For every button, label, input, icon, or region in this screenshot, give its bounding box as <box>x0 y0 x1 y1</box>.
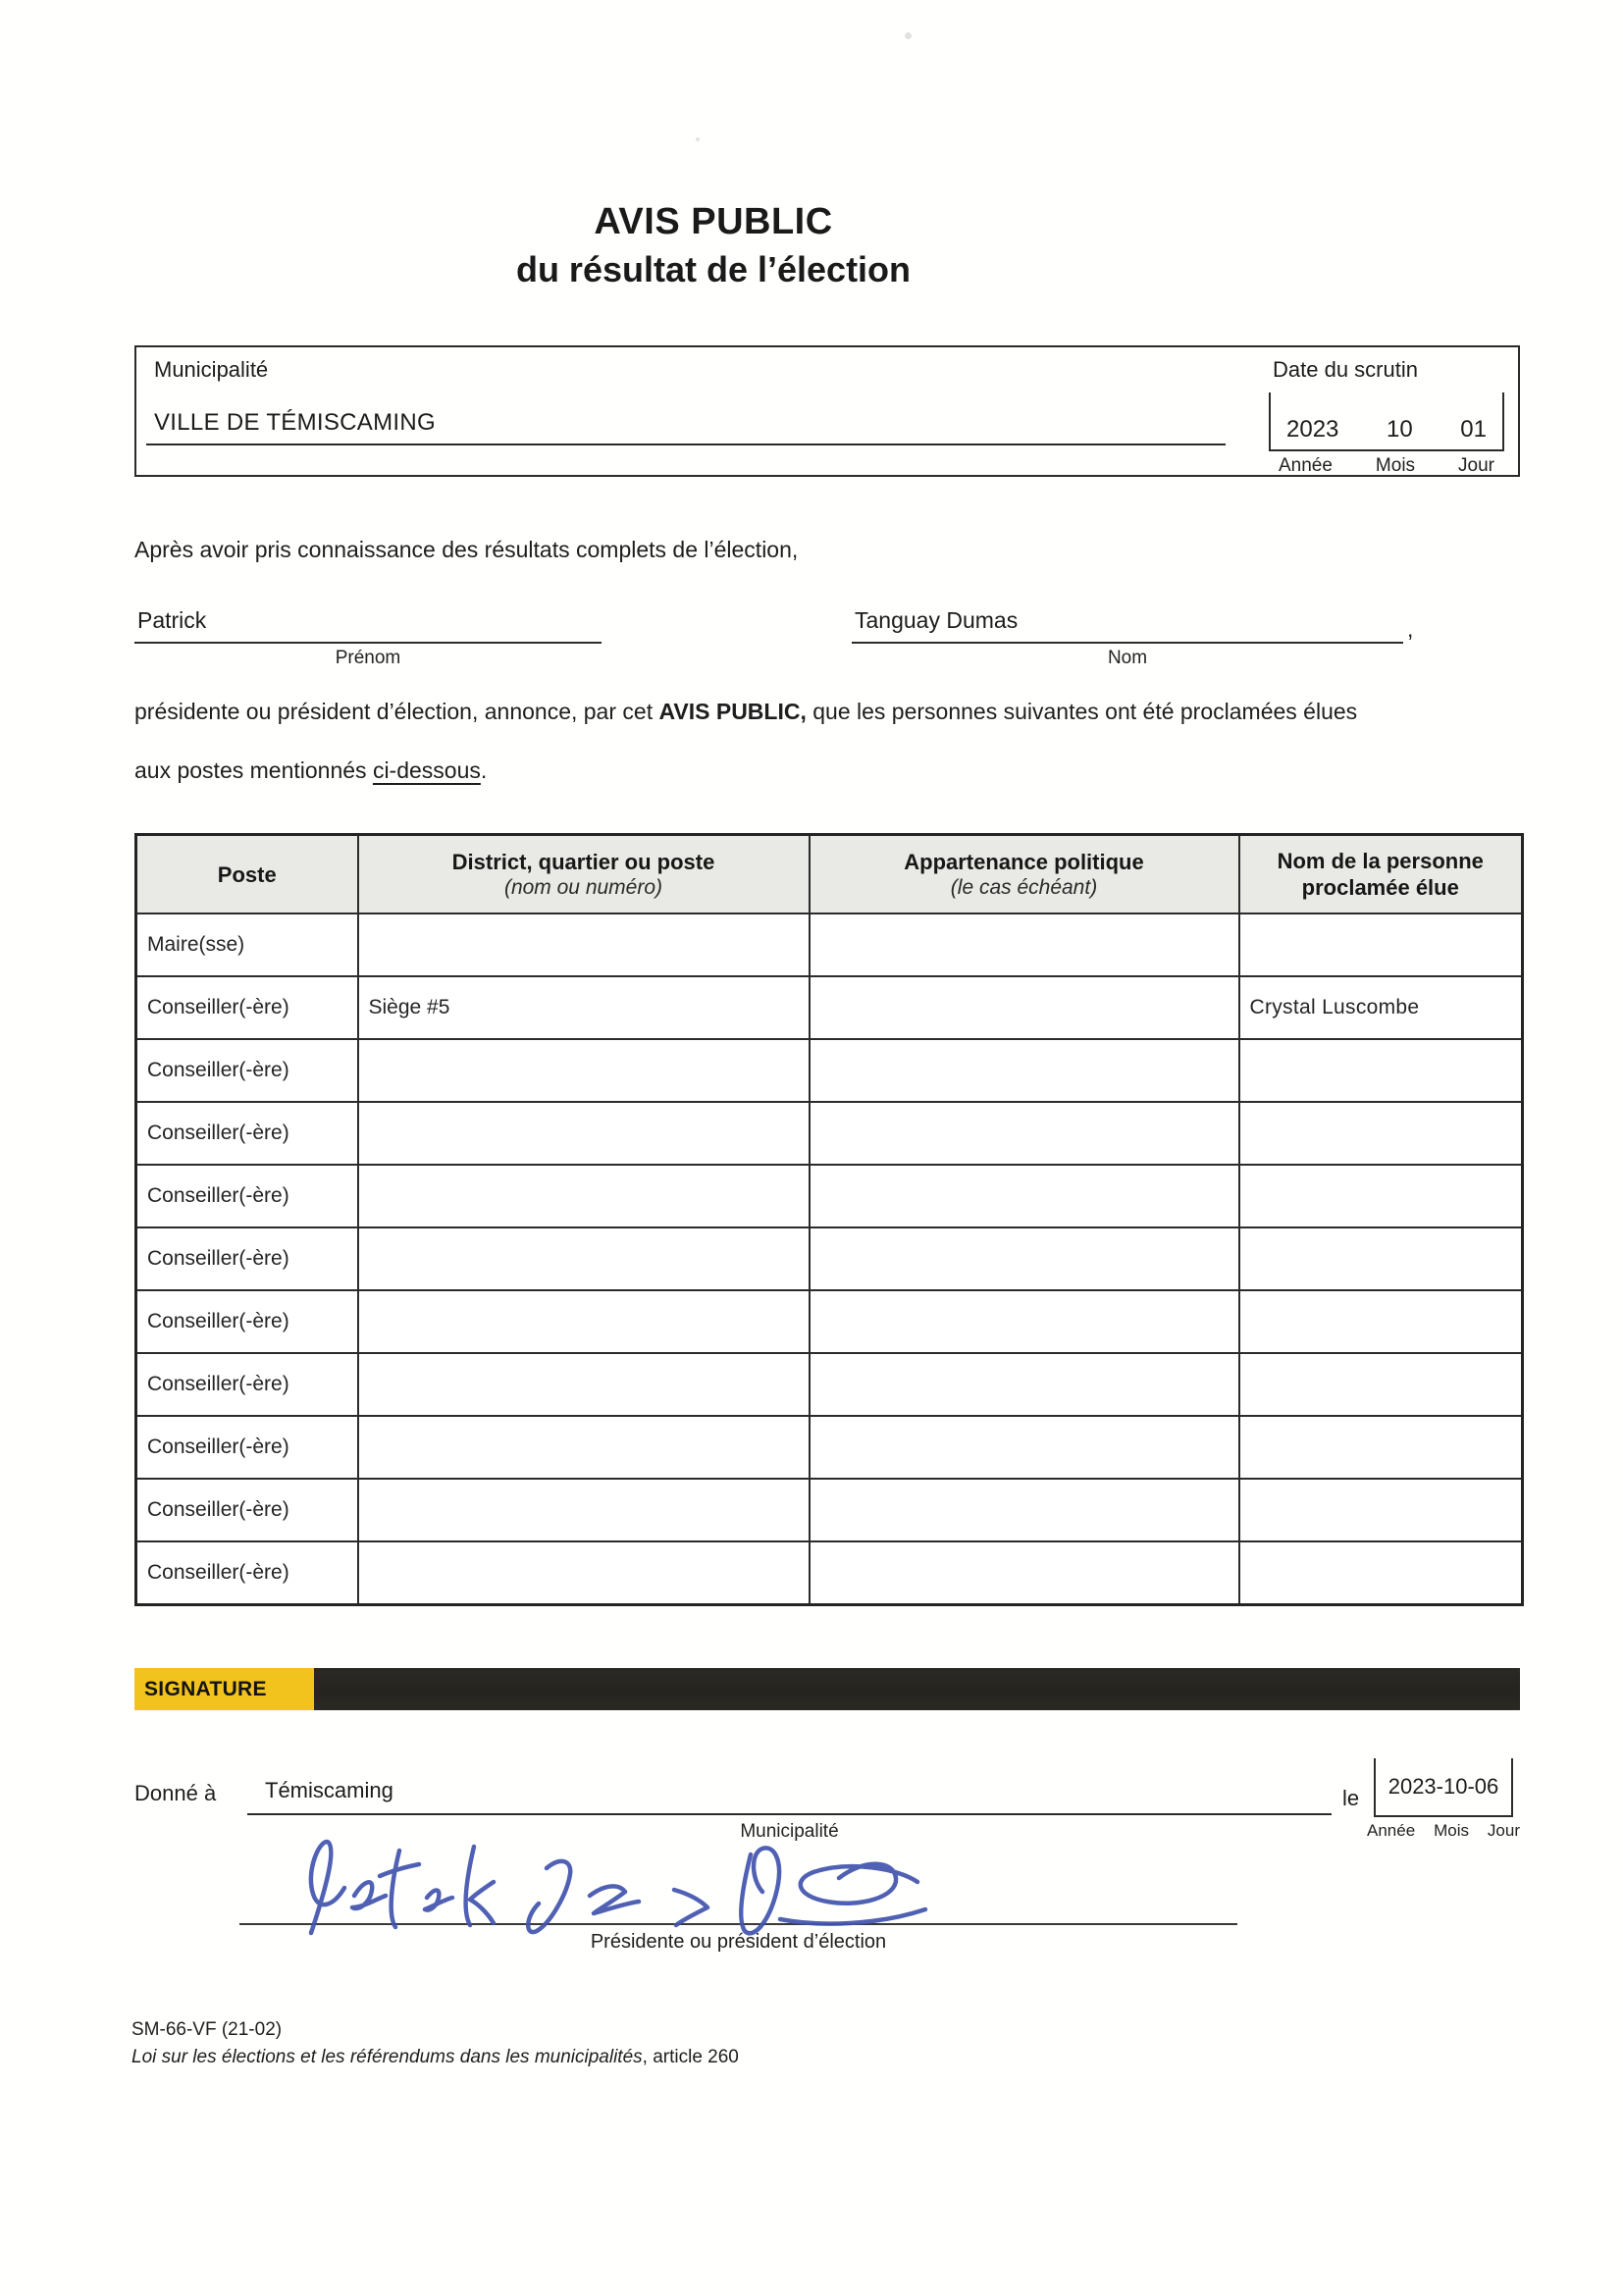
table-row-maire <box>136 913 1523 976</box>
header-affiliation-title: Appartenance politique <box>904 849 1144 874</box>
name-cell <box>1239 913 1523 976</box>
proclamation-part-2: que les personnes suivantes ont été proclamées élues <box>806 699 1358 724</box>
month-unit-label: Mois <box>1434 1821 1469 1840</box>
month-unit-label: Mois <box>1375 455 1416 476</box>
poll-date-label: Date du scrutin <box>1273 357 1418 382</box>
day-unit-label: Jour <box>1487 1821 1520 1840</box>
last-name-caption: Nom <box>1107 648 1148 668</box>
name-cell <box>1239 1227 1523 1290</box>
given-date-field <box>1374 1758 1513 1817</box>
ci-dessous-underlined: ci-dessous <box>372 757 481 783</box>
district-cell <box>358 1479 810 1541</box>
given-date-units <box>1367 1821 1520 1841</box>
affiliation-cell <box>810 1165 1239 1227</box>
law-reference <box>131 2047 739 2068</box>
affiliation-cell <box>810 1353 1239 1416</box>
given-date-value: 2023-10-06 <box>1387 1774 1499 1799</box>
affiliation-cell <box>810 1227 1239 1290</box>
affiliation-cell <box>810 1039 1239 1102</box>
signature-banner-label: SIGNATURE <box>134 1668 314 1710</box>
given-at-municipality-value: Témiscaming <box>265 1778 393 1802</box>
name-cell <box>1239 1290 1523 1353</box>
poste-cell: Conseiller(-ère) <box>136 1102 358 1165</box>
affiliation-cell <box>810 1102 1239 1165</box>
first-name-field <box>134 600 602 644</box>
poste-cell: Conseiller(-ère) <box>136 1290 358 1353</box>
scan-artifact-dot <box>696 137 700 141</box>
poste-cell: Maire(sse) <box>136 913 358 976</box>
district-cell-shaded <box>358 913 810 976</box>
name-cell <box>1239 1416 1523 1479</box>
affiliation-cell <box>810 1416 1239 1479</box>
year-unit-label: Année <box>1279 455 1333 476</box>
table-row-conseiller-elected <box>136 976 1523 1039</box>
name-cell: Crystal Luscombe <box>1239 976 1523 1039</box>
poste-cell: Conseiller(-ère) <box>136 1479 358 1541</box>
table-row <box>136 1541 1523 1605</box>
form-number: SM-66-VF (21-02) <box>131 2019 283 2040</box>
name-cell <box>1239 1102 1523 1165</box>
table-row <box>136 1290 1523 1353</box>
handwritten-signature <box>289 1835 937 1945</box>
municipality-value: VILLE DE TÉMISCAMING <box>154 409 436 436</box>
law-suffix: , article 260 <box>642 2047 739 2067</box>
district-cell <box>358 1227 810 1290</box>
header-affiliation <box>810 835 1239 914</box>
first-name-value: Patrick <box>137 607 207 633</box>
poll-date-day: 01 <box>1460 416 1487 443</box>
table-row <box>136 1353 1523 1416</box>
name-cell <box>1239 1479 1523 1541</box>
municipality-field <box>146 394 1226 445</box>
header-affiliation-subtitle: (le cas échéant) <box>950 875 1098 899</box>
poste-cell: Conseiller(-ère) <box>136 1165 358 1227</box>
given-at-label: Donné à <box>134 1781 217 1805</box>
table-row <box>136 1165 1523 1227</box>
poste-cell: Conseiller(-ère) <box>136 1353 358 1416</box>
year-unit-label: Année <box>1367 1821 1416 1840</box>
district-cell <box>358 1290 810 1353</box>
header-name <box>1239 835 1523 914</box>
district-cell: Siège #5 <box>358 976 810 1039</box>
first-name-caption: Prénom <box>335 648 401 668</box>
proclamation-bold: AVIS PUBLIC, <box>658 699 807 724</box>
poll-date-field <box>1269 392 1504 451</box>
table-row <box>136 1102 1523 1165</box>
document-title <box>0 201 1427 290</box>
poste-cell: Conseiller(-ère) <box>136 1227 358 1290</box>
given-at-municipality-field <box>247 1766 1332 1815</box>
last-name-value: Tanguay Dumas <box>855 607 1019 633</box>
poll-date-year: 2023 <box>1286 416 1339 443</box>
affiliation-cell <box>810 1290 1239 1353</box>
affiliation-cell <box>810 913 1239 976</box>
table-row <box>136 1227 1523 1290</box>
table-header-row <box>136 835 1523 914</box>
table-row <box>136 1039 1523 1102</box>
poll-date-units <box>1269 455 1504 477</box>
name-cell <box>1239 1039 1523 1102</box>
law-title: Loi sur les élections et les référendums dans les municipalités <box>131 2047 643 2067</box>
proclamation-period: . <box>480 757 488 783</box>
results-table <box>134 833 1524 1606</box>
affiliation-cell <box>810 976 1239 1039</box>
name-cell <box>1239 1541 1523 1605</box>
district-cell <box>358 1165 810 1227</box>
day-unit-label: Jour <box>1458 455 1494 476</box>
poll-date-month: 10 <box>1386 416 1413 443</box>
name-cell <box>1239 1165 1523 1227</box>
poste-cell: Conseiller(-ère) <box>136 1541 358 1605</box>
district-cell <box>358 1039 810 1102</box>
affiliation-cell <box>810 1479 1239 1541</box>
district-cell <box>358 1416 810 1479</box>
le-label: le <box>1342 1786 1360 1810</box>
affiliation-cell <box>810 1541 1239 1605</box>
proclamation-part-1: présidente ou président d’élection, annonce, par cet <box>134 699 659 724</box>
municipality-label: Municipalité <box>154 357 269 382</box>
title-line-2: du résultat de l’élection <box>515 249 912 289</box>
intro-sentence: Après avoir pris connaissance des résultats complets de l’élection, <box>134 537 799 562</box>
district-cell <box>358 1102 810 1165</box>
header-poste-title: Poste <box>217 861 277 887</box>
last-name-field <box>852 600 1403 644</box>
given-at-municipality-caption: Municipalité <box>740 1821 839 1842</box>
poste-cell: Conseiller(-ère) <box>136 1039 358 1102</box>
header-district-subtitle: (nom ou numéro) <box>503 875 663 899</box>
header-poste <box>136 835 358 914</box>
header-district-title: District, quartier ou poste <box>451 849 715 874</box>
proclamation-line-2 <box>134 757 487 784</box>
header-district <box>358 835 810 914</box>
after-name-comma: , <box>1407 616 1414 642</box>
table-row <box>136 1479 1523 1541</box>
proclamation-part-3: aux postes mentionnés <box>134 757 373 783</box>
district-cell <box>358 1353 810 1416</box>
table-row <box>136 1416 1523 1479</box>
title-line-1: AVIS PUBLIC <box>594 201 833 242</box>
signature-banner <box>134 1668 1520 1710</box>
district-cell <box>358 1541 810 1605</box>
signature-banner-black-bar <box>314 1668 1520 1710</box>
proclamation-line-1 <box>134 699 1357 725</box>
poste-cell: Conseiller(-ère) <box>136 1416 358 1479</box>
header-name-title: Nom de la personne proclamée élue <box>1277 849 1484 900</box>
scan-artifact-dot <box>905 32 912 39</box>
name-cell <box>1239 1353 1523 1416</box>
municipality-box <box>134 345 1520 477</box>
signer-caption: Présidente ou président d’élection <box>590 1931 887 1953</box>
poste-cell: Conseiller(-ère) <box>136 976 358 1039</box>
